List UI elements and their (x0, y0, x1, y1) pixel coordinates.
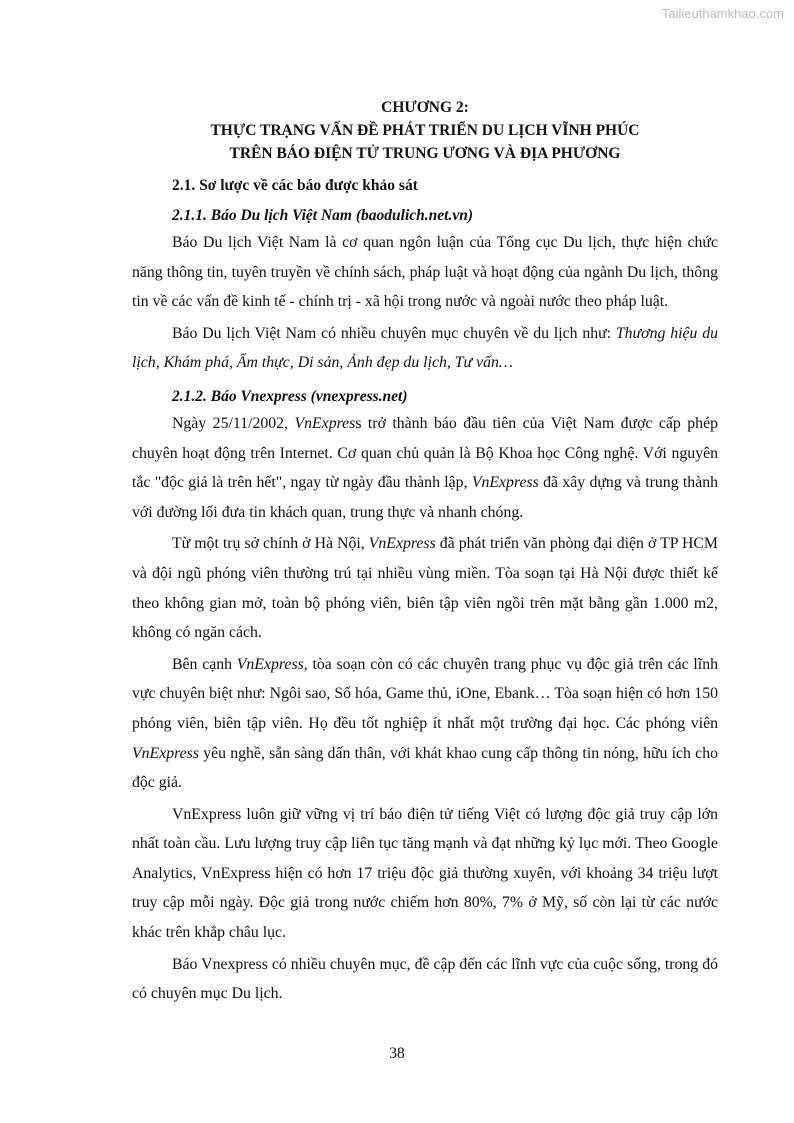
page-number: 38 (389, 1045, 405, 1062)
section-2-1-2-heading: 2.1.2. Báo Vnexpress (vnexpress.net) (172, 387, 408, 405)
chapter-heading (132, 96, 718, 165)
chapter-label: CHƯƠNG 2: (381, 99, 469, 116)
paragraph-5-text-c: yêu nghề, sẵn sàng dấn thân, với khát khao cung cấp thông tin nóng, hữu ích cho độc giả. (132, 744, 718, 792)
paragraph-5-text-a: Bên cạnh (172, 655, 237, 673)
paragraph-2-italic: Thương hiệu du lịch, Khám phá, Ẩm thực, Di sản, Ảnh đẹp du lịch, Tư vấn… (132, 324, 718, 372)
paragraph-1: Báo Du lịch Việt Nam là cơ quan ngôn luận của Tổng cục Du lịch, thực hiện chức năng thông tin, tuyên truyền về chính sách, pháp luật và hoạt động của ngành Du lịch, thông tin về các vấn đề kinh tế - chính trị - xã hội trong nước và ngoài nước theo pháp luật. (132, 234, 718, 311)
paragraph-4 (132, 529, 718, 647)
page-content (132, 96, 718, 1009)
paragraph-4-text-b: đã phát triển văn phòng đại diện ở TP HCM và đội ngũ phóng viên thường trú tại nhiều vùng miền. Tòa soạn tại Hà Nội được thiết kế theo không gian mở, toàn bộ phóng viên, biên tập viên ngồi trên mặt bằng gần 1.000 m2, không có ngăn cách. (132, 535, 718, 642)
chapter-title-line-2: TRÊN BÁO ĐIỆN TỬ TRUNG ƯƠNG VÀ ĐỊA PHƯƠNG (229, 145, 621, 162)
paragraph-5-text-b: , tòa soạn còn có các chuyên trang phục vụ độc giả trên các lĩnh vực chuyên biệt như: Ngôi sao, Số hóa, Game thủ, iOne, Ebank… Tòa soạn hiện có hơn 150 phóng viên, biên tập viên. Họ đều tốt nghiệp ít nhất một trường đại học. Các phóng viên (132, 655, 718, 732)
paragraph-2 (132, 319, 718, 378)
paragraph-3-text-c: đã xây dựng và trung thành với đường lối đưa tin khách quan, trung thực và nhanh chóng. (132, 474, 718, 521)
paragraph-4-text-a: Từ một trụ sở chính ở Hà Nội, (172, 535, 369, 553)
paragraph-2-text: Báo Du lịch Việt Nam có nhiều chuyên mục chuyên về du lịch như: (172, 324, 616, 342)
paragraph-3-text-a: Ngày 25/11/2002, (172, 414, 295, 432)
paragraph-3-text-b: s trở thành báo đầu tiên của Việt Nam được cấp phép chuyên hoạt động trên Internet. Cơ quan chủ quản là Bộ Khoa học Công nghệ. Với nguyên tắc "độc giả là trên hết", ngay từ ngày đầu thành lập, (132, 414, 718, 492)
paragraph-3-italic-a: VnExpres (294, 414, 356, 432)
paragraph-3-italic-b: VnExpress (471, 474, 539, 492)
section-2-1-1-heading: 2.1.1. Báo Du lịch Việt Nam (baodulich.net.vn) (172, 207, 473, 224)
paragraph-5-italic-a: VnExpress (236, 655, 304, 673)
paragraph-5-italic-b: VnExpress (132, 744, 199, 762)
section-2-1-heading: 2.1. Sơ lược về các báo được khảo sát (172, 177, 418, 194)
paragraph-5 (132, 650, 718, 798)
paragraph-4-italic: VnExpress (368, 535, 436, 553)
paragraph-3 (132, 409, 718, 527)
watermark: Tailieuthamkhao.com (661, 6, 784, 21)
paragraph-7: Báo Vnexpress có nhiều chuyên mục, đề cập đến các lĩnh vực của cuộc sống, trong đó có chuyên mục Du lịch. (132, 955, 718, 1003)
paragraph-6: VnExpress luôn giữ vững vị trí báo điện tử tiếng Việt có lượng độc giả truy cập lớn nhất toàn cầu. Lưu lượng truy cập liên tục tăng mạnh và đạt những kỷ lục mới. Theo Google Analytics, VnExpress hiện có hơn 17 triệu độc giả thường xuyên, với khoảng 34 triệu lượt truy cập mỗi ngày. Độc giả trong nước chiếm hơn 80%, 7% ở Mỹ, số còn lại từ các nước khác trên khắp châu lục. (132, 805, 718, 942)
chapter-title-line-1: THỰC TRẠNG VẤN ĐỀ PHÁT TRIỂN DU LỊCH VĨNH PHÚC (210, 122, 640, 139)
